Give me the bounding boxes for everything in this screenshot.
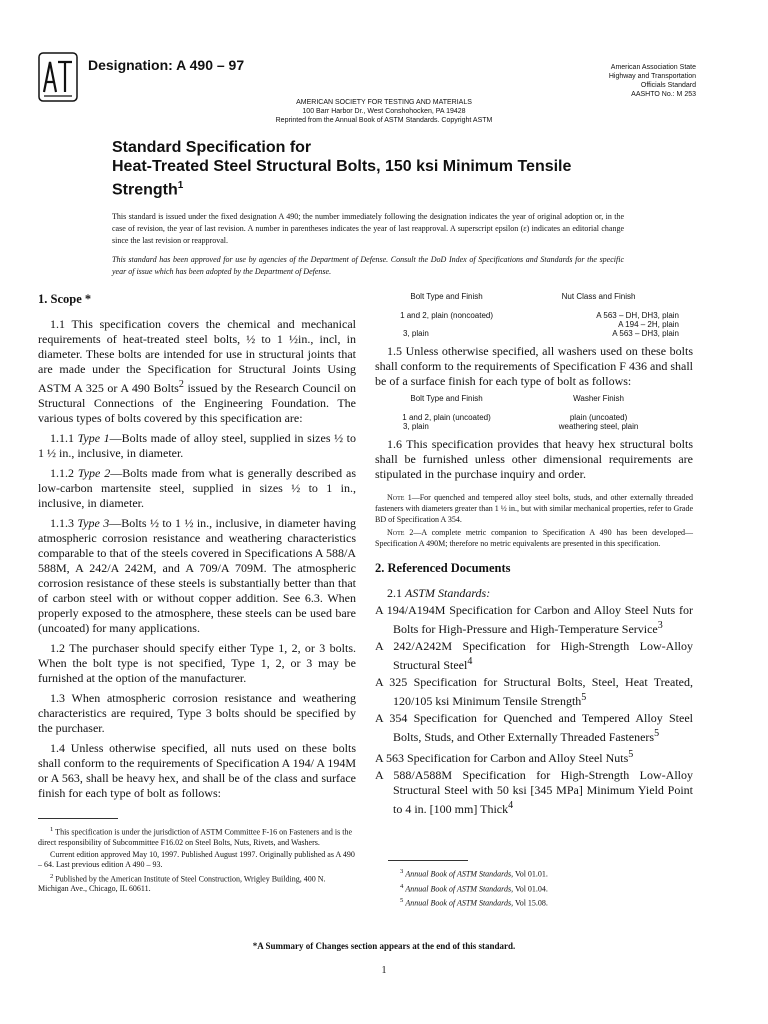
designation: Designation: A 490 – 97 — [88, 57, 245, 73]
paragraph-1-6: 1.6 This specification provides that heavy hex structural bolts shall be furnished unless other dimensional requirements are stipulated in the purchase inquiry and order. — [375, 437, 693, 481]
table-header-row — [375, 394, 693, 413]
reference-text: A 588/A588M Specification for High-Strength Low-Alloy Structural Steel with 50 ksi [345 MPa] Minimum Yield Point to 4 in. [100 mm] Thick — [375, 768, 693, 816]
society-block — [0, 98, 768, 125]
aashto-line: Highway and Transportation — [608, 73, 696, 80]
type-text: —Bolts made of alloy steel, supplied in sizes ½ to 1 ½ in., inclusive, in diameter. — [38, 431, 357, 460]
table-row — [375, 422, 693, 431]
footnote-ref: 5 — [628, 749, 634, 760]
footnote — [38, 872, 356, 895]
summary-note: *A Summary of Changes section appears at the end of this standard. — [252, 941, 516, 951]
title-line-1: Standard Specification for — [112, 139, 312, 156]
note-label: Note — [387, 493, 405, 502]
reference-item — [375, 639, 693, 673]
footnote-number: 5 — [400, 897, 404, 905]
table-header: Bolt Type and Finish — [410, 394, 483, 403]
paragraph-1-4: 1.4 Unless otherwise specified, all nuts used on these bolts shall conform to the requirements of Specification A 194/ A 194M or A 563, shall be heavy hex, and shall be of the class and surface finish for each type of bolt as follows: — [38, 741, 356, 800]
title-line-3-text: Strength — [112, 181, 178, 199]
paragraph-1-1-2: 1.1.2 Type 2—Bolts made from what is generally described as low-carbon martensite steel, supplied in sizes ½ to 1 in., inclusive, in diameter. — [38, 466, 357, 510]
left-footnotes — [38, 818, 356, 896]
footnote-ref: 2 — [178, 379, 184, 390]
footnote-number: 2 — [50, 872, 54, 880]
note-text: 1—For quenched and tempered alloy steel bolts, studs, and other externally threaded fasteners with diameters greater than 1 ½ in., but with similar mechanical properties, refer to Grade BD of Specification A 354. — [375, 493, 693, 524]
paragraph-1-1-3: 1.1.3 Type 3—Bolts ½ to 1 ½ in., inclusive, in diameter having atmospheric corrosion resistance and weathering characteristics comparable to that of the steels covered in Specifications A 588/A 588M, A 242/A 242M, and A 709/A 709M. The atmospheric corrosion resistance of these steels is substantially better than that of carbon steel with or without copper addition. See 6.3. When properly exposed to the atmosphere, these steels can be used bare (uncoated) for many applications. — [38, 516, 357, 635]
table-header: Bolt Type and Finish — [410, 292, 483, 301]
society-line: AMERICAN SOCIETY FOR TESTING AND MATERIALS — [296, 99, 472, 106]
table-cell: 3, plain — [403, 329, 429, 338]
paragraph-2-1 — [375, 586, 693, 601]
nut-table — [375, 292, 693, 338]
footnote-text: This specification is under the jurisdiction of ASTM Committee F-16 on Fasteners and is the direct responsibility of Subcommittee F16.02 on Steel Bolts, Nuts, Rivets, and Washers. — [38, 827, 353, 847]
society-line: 100 Barr Harbor Dr., West Conshohocken, PA 19428 — [302, 108, 466, 115]
table-cell: weathering steel, plain — [558, 422, 639, 431]
document-title — [112, 138, 672, 199]
table-cell: A 563 – DH3, plain — [612, 329, 679, 338]
footnote-vol: , Vol 01.04. — [511, 884, 548, 894]
footnote-number: 3 — [400, 868, 404, 875]
footnote-rule — [38, 818, 118, 819]
table-cell: 3, plain — [403, 422, 429, 431]
note-1 — [375, 492, 693, 525]
table-cell: 1 and 2, plain (uncoated) — [402, 413, 491, 422]
reference-text: A 242/A242M Specification for High-Strength Low-Alloy Structural Steel — [375, 639, 693, 672]
footnote-rule — [388, 860, 468, 861]
footnote-ref: 3 — [657, 620, 663, 631]
note-2 — [375, 527, 693, 549]
paragraph-1-2: 1.2 The purchaser should specify either Type 1, 2, or 3 bolts. When the bolt type is not specified, Type 1, 2, or 3 may be furnished at the option of the manufacturer. — [38, 641, 356, 685]
footnote-text: Current edition approved May 10, 1997. Published August 1997. Originally published as A 490 – 64. Last previous edition A 490 – 93. — [38, 849, 355, 869]
title-line-2: Heat-Treated Steel Structural Bolts, 150 ksi Minimum Tensile — [112, 158, 572, 175]
table-header: Nut Class and Finish — [561, 292, 636, 301]
footnote-text: Annual Book of ASTM Standards — [405, 884, 512, 894]
aashto-block — [526, 63, 696, 99]
title-line-3 — [112, 176, 672, 199]
page-number: 1 — [381, 965, 387, 976]
type-text: —Bolts ½ to 1 ½ in., inclusive, in diameter having atmospheric corrosion resistance and weathering characteristics comparable to that of the steels covered in Specifications A 588/A 588M, A 242/A 242M, and A 709/A 709M. The atmospheric corrosion resistance of these steels is substantially better than that of carbon steel with or without copper addition. See 6.3. When properly exposed to the atmosphere, these steels can be used bare (uncoated) for many applications. — [38, 516, 357, 635]
reference-item — [375, 711, 693, 745]
type-label: Type 3 — [77, 516, 110, 530]
footnote-text: Annual Book of ASTM Standards — [405, 869, 512, 879]
footnote-ref: 4 — [467, 656, 473, 667]
footnote-text: Published by the American Institute of Steel Construction, Wrigley Building, 400 N. Michigan Ave., Chicago, IL 60611. — [38, 874, 326, 894]
paragraph-1-1 — [38, 317, 356, 426]
table-row — [375, 413, 693, 422]
footnote — [388, 867, 693, 880]
paragraph-1-5: 1.5 Unless otherwise specified, all washers used on these bolts shall conform to the requirements of Specification F 436 and shall be of a surface finish for each type of bolt as follows: — [375, 344, 693, 388]
footnote — [38, 825, 356, 848]
aashto-line: Officials Standard — [640, 82, 696, 89]
table-row — [375, 320, 693, 329]
reference-item — [375, 603, 693, 637]
footnote-ref: 4 — [508, 800, 514, 811]
subsection-number: 2.1 — [387, 586, 405, 600]
note-label: Note — [387, 528, 405, 537]
type-label: Type 1 — [77, 431, 110, 445]
right-footnotes — [388, 860, 693, 911]
footnote-ref: 5 — [581, 692, 587, 703]
reference-item — [375, 768, 693, 817]
footnote-ref: 5 — [654, 728, 660, 739]
footnote — [38, 850, 356, 870]
refdocs-heading: 2. Referenced Documents — [375, 561, 511, 575]
footnote-vol: , Vol 01.01. — [511, 869, 548, 879]
table-cell — [375, 320, 518, 329]
note-text: 2—A complete metric companion to Specification A 490 has been developed—Specification A 490M; therefore no metric equivalents are presented in this specification. — [375, 528, 693, 548]
p1-1-text: 1.1 This specification covers the chemical and mechanical requirements of heat-treated steel bolts, ½ to 1 ½in., incl, in diameter. These bolts are intended for use in structural joints that are made under the Specification for Structural Joints Using ASTM A 325 or A 490 Bolts — [38, 317, 356, 395]
subsection-title: ASTM Standards: — [405, 586, 491, 600]
table-cell: plain (uncoated) — [569, 413, 628, 422]
footnote-vol: , Vol 15.08. — [511, 898, 548, 908]
p1-1-text-b: issued by the Research Council on Structural Connections of the Engineering Foundation. The various types of bolts covered by this specification are: — [38, 381, 356, 425]
table-row — [375, 329, 693, 338]
footnote — [388, 896, 693, 909]
table-cell: A 563 – DH, DH3, plain — [596, 311, 679, 320]
title-footnote-ref: 1 — [177, 180, 184, 191]
reference-item — [375, 675, 693, 709]
type-text: —Bolts made from what is generally described as low-carbon martensite steel, supplied in sizes ½ to 1 in., inclusive, in diameter. — [38, 466, 357, 510]
reference-item — [375, 747, 693, 766]
dod-text: This standard has been approved for use by agencies of the Department of Defense. Consult the DoD Index of Specifications and Standards for the specific year of issue which has been adopted by the Department of Defense. — [112, 255, 624, 276]
left-column — [38, 292, 356, 806]
scope-heading: 1. Scope * — [38, 292, 92, 306]
footnote-text: Annual Book of ASTM Standards — [405, 898, 512, 908]
table-cell: A 194 – 2H, plain — [618, 320, 679, 329]
reference-text: A 194/A194M Specification for Carbon and Alloy Steel Nuts for Bolts for High-Pressure and High-Temperature Service — [375, 603, 693, 636]
aashto-line: American Association State — [610, 64, 696, 71]
table-cell: 1 and 2, plain (noncoated) — [400, 311, 494, 320]
society-line: Reprinted from the Annual Book of ASTM Standards. Copyright ASTM — [275, 117, 493, 124]
table-header: Washer Finish — [573, 394, 624, 403]
reference-text: A 563 Specification for Carbon and Alloy Steel Nuts — [375, 751, 629, 765]
reference-text: A 325 Specification for Structural Bolts, Steel, Heat Treated, 120/105 ksi Minimum Tensile Strength — [375, 675, 693, 708]
footnote — [388, 882, 693, 895]
type-label: Type 2 — [77, 466, 111, 480]
reference-text: A 354 Specification for Quenched and Tempered Alloy Steel Bolts, Studs, and Other Externally Threaded Fasteners — [375, 711, 693, 744]
astm-logo — [38, 52, 78, 102]
aashto-line: AASHTO No.: M 253 — [631, 91, 696, 98]
footnote-number: 4 — [400, 882, 404, 890]
paragraph-1-3: 1.3 When atmospheric corrosion resistance and weathering characteristics are required, Type 3 bolts should be specified by the purchaser. — [38, 691, 356, 735]
table-header-row — [375, 292, 693, 311]
footnote-number: 1 — [50, 826, 54, 833]
washer-table — [375, 394, 693, 431]
table-row — [375, 311, 693, 320]
intro-text: This standard is issued under the fixed designation A 490; the number immediately following the designation indicates the year of original adoption or, in the case of revision, the year of last revision. A number in parentheses indicates the year of last reapproval. A superscript epsilon (ε) indicates an editorial change since the last revision or reapproval. — [112, 212, 624, 245]
paragraph-1-1-1: 1.1.1 Type 1—Bolts made of alloy steel, supplied in sizes ½ to 1 ½ in., inclusive, in diameter. — [38, 431, 357, 460]
right-column — [375, 292, 693, 819]
